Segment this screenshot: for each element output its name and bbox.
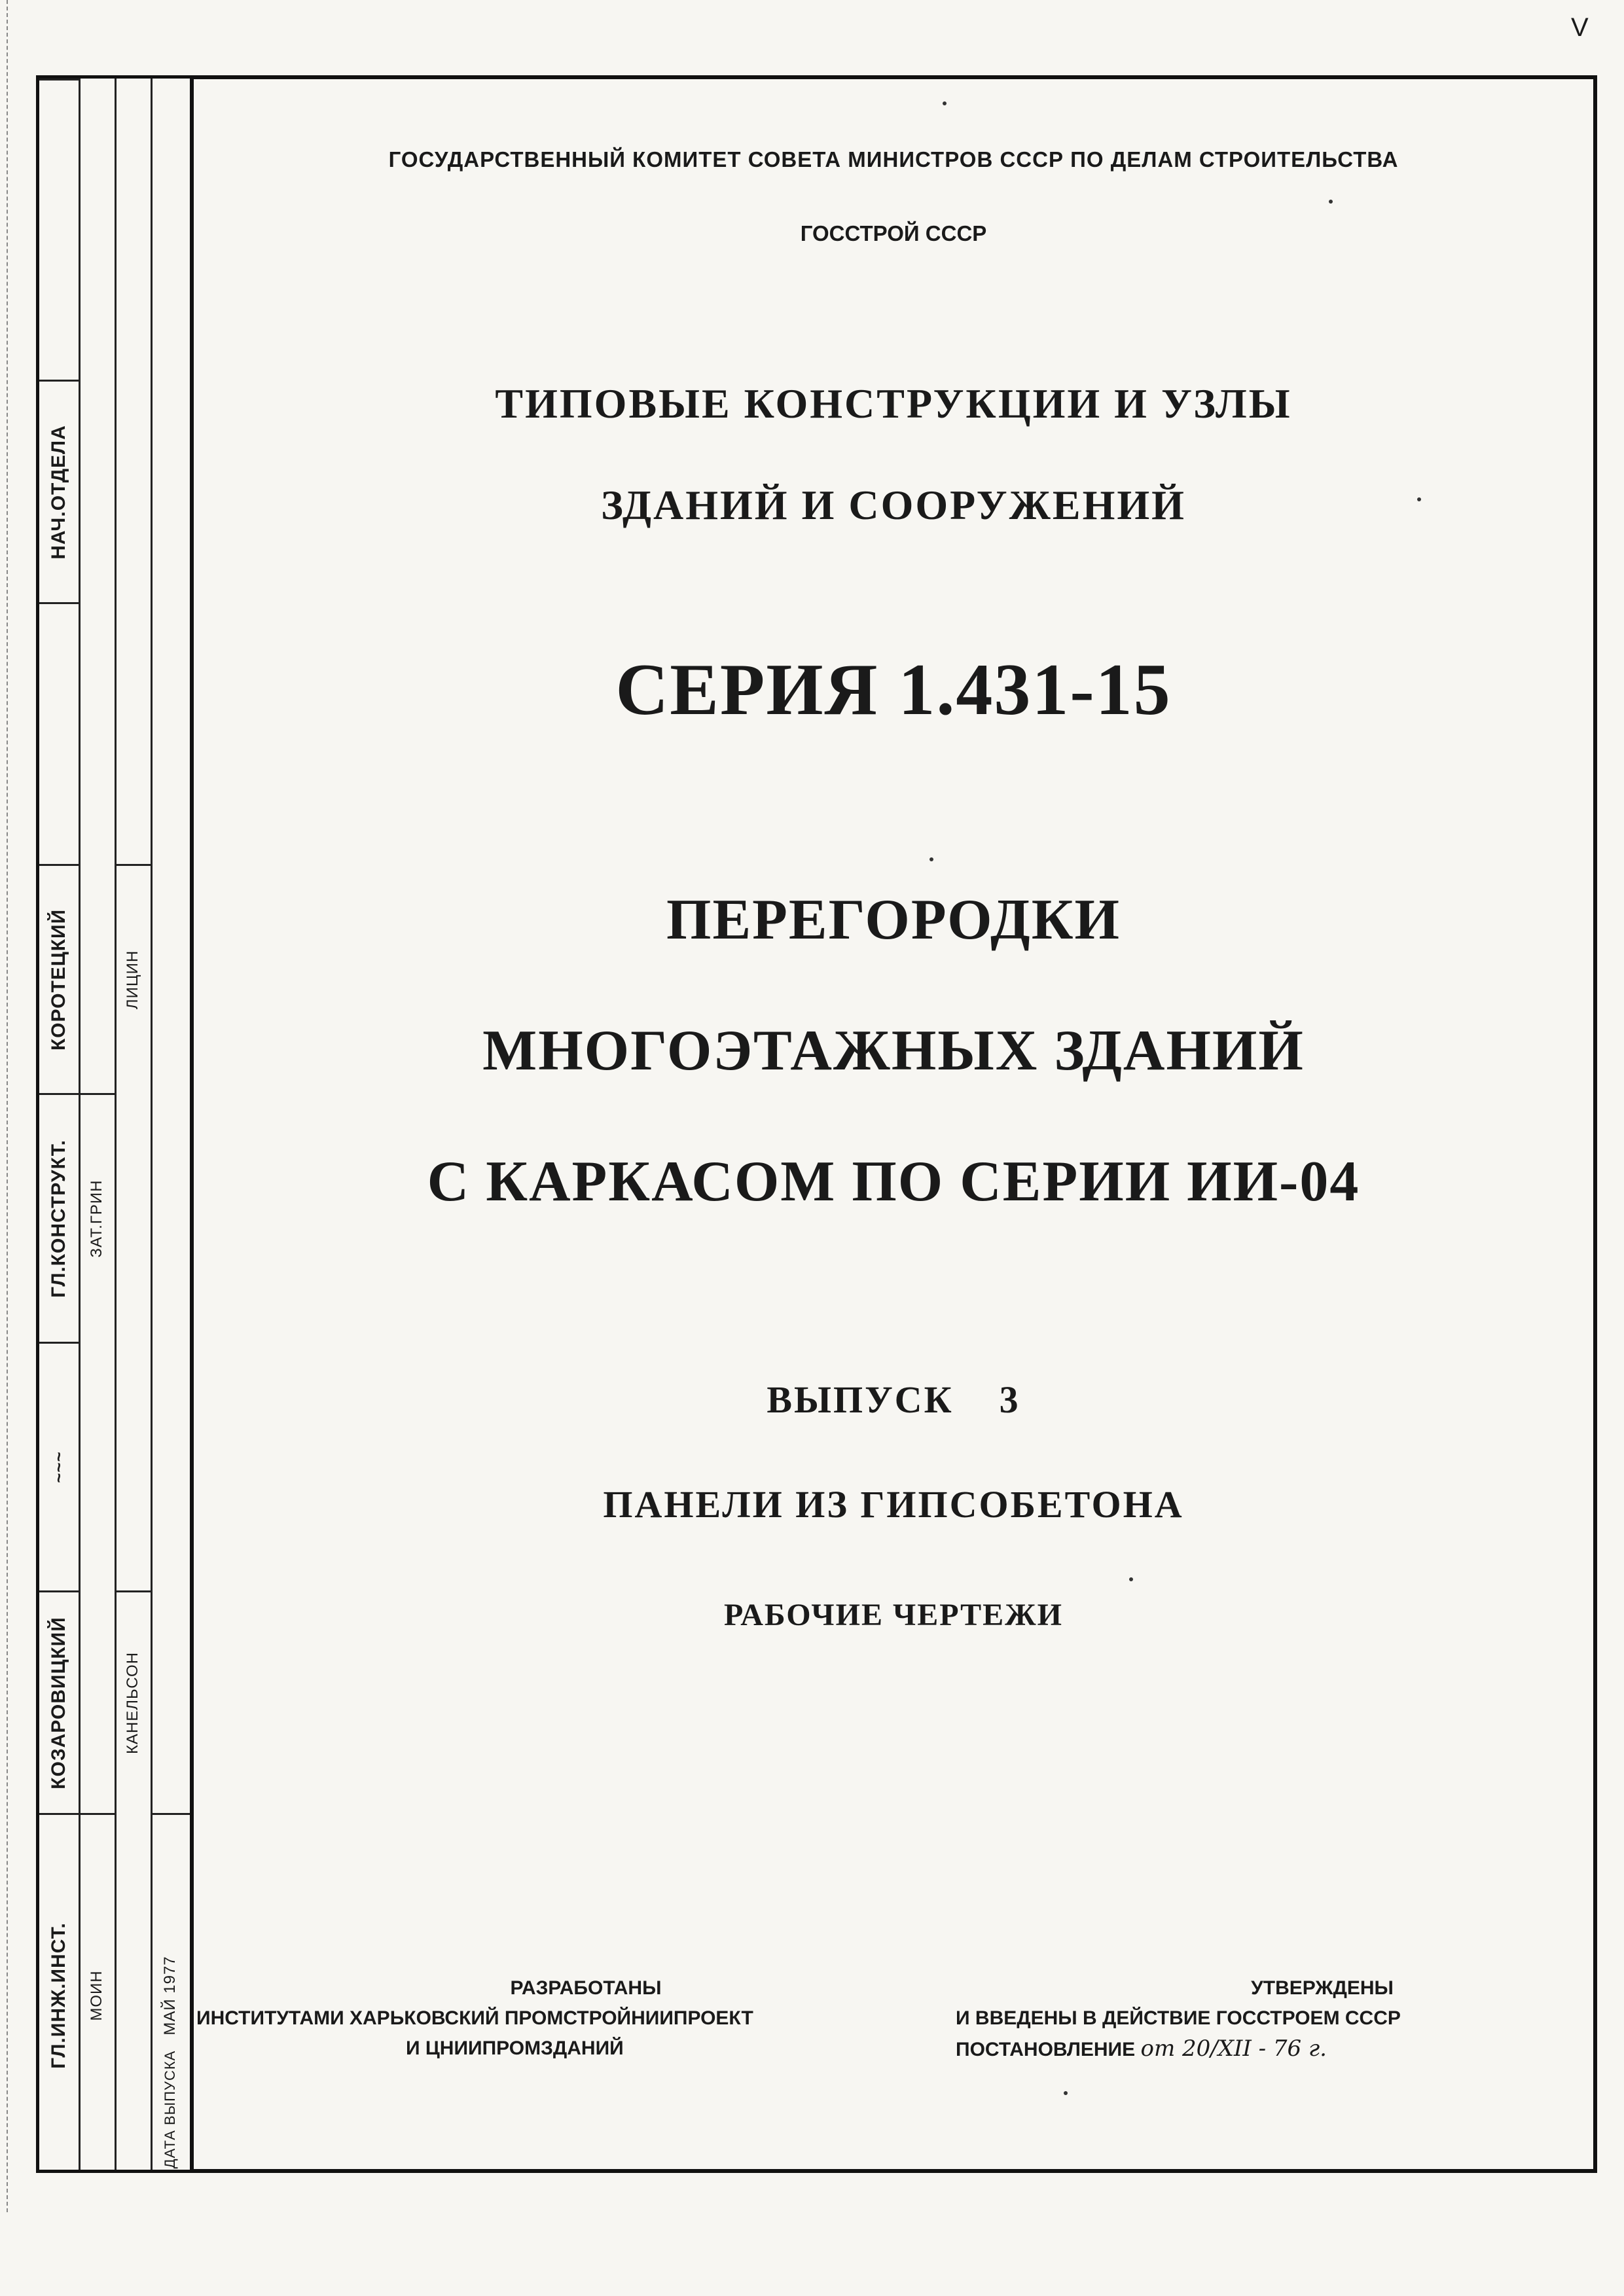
stamp-name: КАНЕЛЬСОН xyxy=(123,1651,141,1754)
document-type: РАБОЧИЕ ЧЕРТЕЖИ xyxy=(724,1598,1063,1632)
approved-resolution-date: от 20/XII - 76 г. xyxy=(1140,2036,1327,2062)
issue-number: 3 xyxy=(999,1378,1020,1421)
title-line-1: ТИПОВЫЕ КОНСТРУКЦИИ И УЗЛЫ xyxy=(495,380,1292,427)
title-line-2: ЗДАНИЙ И СООРУЖЕНИЙ xyxy=(601,482,1186,528)
agency-header: ГОССТРОЙ СССР xyxy=(800,221,987,245)
stamp-role: КОРОТЕЦКИЙ xyxy=(48,908,69,1050)
approved-heading: УТВЕРЖДЕНЫ xyxy=(1251,1977,1394,1999)
issue-name: ПАНЕЛИ ИЗ ГИПСОБЕТОНА xyxy=(603,1483,1184,1526)
developed-line-2: И ЦНИИПРОМЗДАНИЙ xyxy=(406,2037,624,2059)
approved-line-1: И ВВЕДЕНЫ В ДЕЙСТВИЕ ГОССТРОЕМ СССР xyxy=(956,2007,1401,2029)
stamp-role: КОЗАРОВИЦКИЙ xyxy=(48,1616,69,1789)
margin-mark: V xyxy=(1571,13,1589,42)
scan-speck xyxy=(943,101,947,105)
subject-line-1: ПЕРЕГОРОДКИ xyxy=(666,888,1121,952)
developed-line-1: ИНСТИТУТАМИ ХАРЬКОВСКИЙ ПРОМСТРОЙНИИПРОЕКТ xyxy=(196,2007,753,2029)
stamp-signature: ~~~ xyxy=(48,1451,69,1483)
stamp-names-column xyxy=(79,79,117,2170)
binding-edge xyxy=(7,0,13,2212)
title-block-stamp xyxy=(36,75,190,2173)
stamp-detail-column xyxy=(115,79,153,2170)
stamp-name: ЛИЦИН xyxy=(123,950,141,1009)
developed-by-block xyxy=(196,1973,949,2064)
stamp-role: ГЛ.ИНЖ.ИНСТ. xyxy=(48,1922,69,2069)
stamp-date-label: ДАТА ВЫПУСКА xyxy=(162,2050,178,2168)
approved-line-2 xyxy=(956,2034,1584,2065)
scan-speck xyxy=(1329,200,1333,204)
stamp-name: МОИН xyxy=(87,1970,105,2021)
stamp-date: МАЙ 1977 xyxy=(161,1956,179,2036)
subject-line-3: С КАРКАСОМ ПО СЕРИИ ИИ-04 xyxy=(427,1150,1360,1213)
series-number: СЕРИЯ 1.431-15 xyxy=(615,649,1172,730)
approved-block xyxy=(956,1973,1584,2065)
stamp-role: ГЛ.КОНСТРУКТ. xyxy=(48,1139,69,1298)
issue-heading xyxy=(190,1378,1597,1422)
issue-label: ВЫПУСК xyxy=(767,1378,954,1421)
developed-heading: РАЗРАБОТАНЫ xyxy=(510,1977,662,1999)
stamp-roles-column xyxy=(39,79,81,2170)
scan-speck xyxy=(1417,497,1421,501)
approved-resolution-label: ПОСТАНОВЛЕНИЕ xyxy=(956,2039,1136,2060)
stamp-name: ЗАТ.ГРИН xyxy=(87,1179,105,1257)
subject-line-2: МНОГОЭТАЖНЫХ ЗДАНИЙ xyxy=(482,1019,1305,1083)
ministry-header: ГОСУДАРСТВЕННЫЙ КОМИТЕТ СОВЕТА МИНИСТРОВ СССР ПО ДЕЛАМ СТРОИТЕЛЬСТВА xyxy=(388,147,1399,171)
stamp-date-column xyxy=(151,79,190,2170)
scan-speck xyxy=(929,857,933,861)
scan-speck xyxy=(1129,1577,1133,1581)
stamp-role: НАЧ.ОТДЕЛА xyxy=(48,424,69,560)
scan-speck xyxy=(1064,2091,1068,2095)
